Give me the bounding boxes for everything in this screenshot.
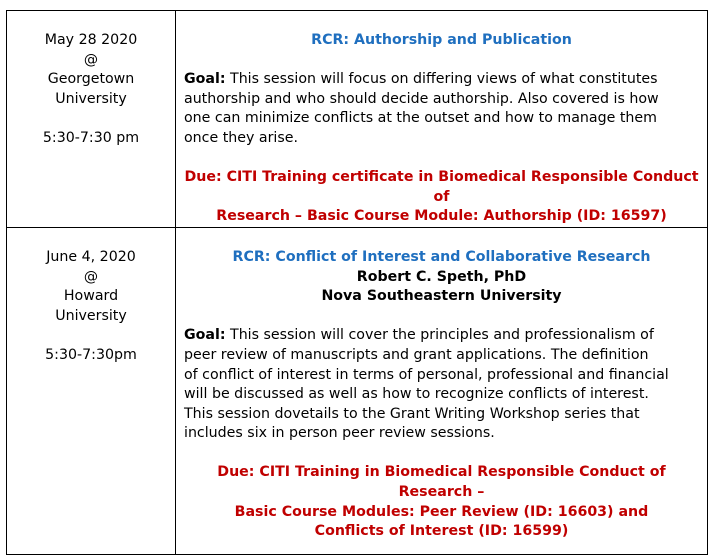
- goal-text: includes six in person peer review sessions.: [184, 425, 495, 442]
- session-speaker: Robert C. Speth, PhD: [356, 268, 527, 285]
- goal-text: one can minimize conflicts at the outset and how to manage them: [184, 110, 657, 127]
- session-location: University: [55, 90, 127, 107]
- session-content-cell: [176, 11, 708, 228]
- goal-label: Goal:: [184, 327, 226, 344]
- session-location: Georgetown: [47, 71, 135, 88]
- goal-text: authorship and who should decide authorship. Also covered is how: [184, 90, 659, 107]
- due-text: Conflicts of Interest (ID: 16599): [314, 523, 569, 540]
- session-date-cell: [7, 11, 176, 228]
- session-due-note: [184, 463, 699, 541]
- session-at-symbol: @: [83, 268, 99, 285]
- session-row: [7, 227, 708, 554]
- session-goal: [184, 326, 699, 444]
- session-date-cell: [7, 227, 176, 554]
- session-title: RCR: Conflict of Interest and Collaborative Research: [232, 248, 651, 265]
- due-text: Due: CITI Training certificate in Biomedical Responsible Conduct of: [184, 169, 699, 205]
- due-text: Due: CITI Training in Biomedical Responsible Conduct of Research –: [217, 464, 666, 501]
- goal-label: Goal:: [184, 71, 226, 88]
- session-date: May 28 2020: [44, 32, 138, 48]
- session-row: [7, 11, 708, 228]
- session-title: RCR: Authorship and Publication: [311, 32, 572, 48]
- session-date: June 4, 2020: [46, 248, 136, 265]
- goal-text: This session dovetails to the Grant Writing Workshop series that: [184, 405, 640, 422]
- session-schedule-table: [6, 10, 708, 555]
- goal-text: once they arise.: [184, 129, 298, 146]
- session-location: University: [55, 307, 127, 324]
- due-text: Basic Course Modules: Peer Review (ID: 16603) and: [234, 503, 649, 520]
- due-text: Research – Basic Course Module: Authorship (ID: 16597): [216, 208, 667, 225]
- goal-text: This session will focus on differing views of what constitutes: [225, 71, 658, 88]
- goal-text: of conflict of interest in terms of personal, professional and financial: [184, 366, 669, 383]
- session-time: 5:30-7:30 pm: [42, 129, 140, 146]
- session-affiliation: Nova Southeastern University: [321, 288, 562, 305]
- session-location: Howard: [63, 288, 119, 305]
- session-content-cell: [176, 227, 708, 554]
- session-goal: [184, 70, 699, 148]
- session-due-note: [184, 168, 699, 227]
- goal-text: peer review of manuscripts and grant applications. The definition: [184, 346, 649, 363]
- session-time: 5:30-7:30pm: [45, 346, 137, 363]
- goal-text: will be discussed as well as how to recognize conflicts of interest.: [184, 386, 649, 403]
- session-at-symbol: @: [83, 51, 99, 68]
- goal-text: This session will cover the principles and professionalism of: [225, 327, 654, 344]
